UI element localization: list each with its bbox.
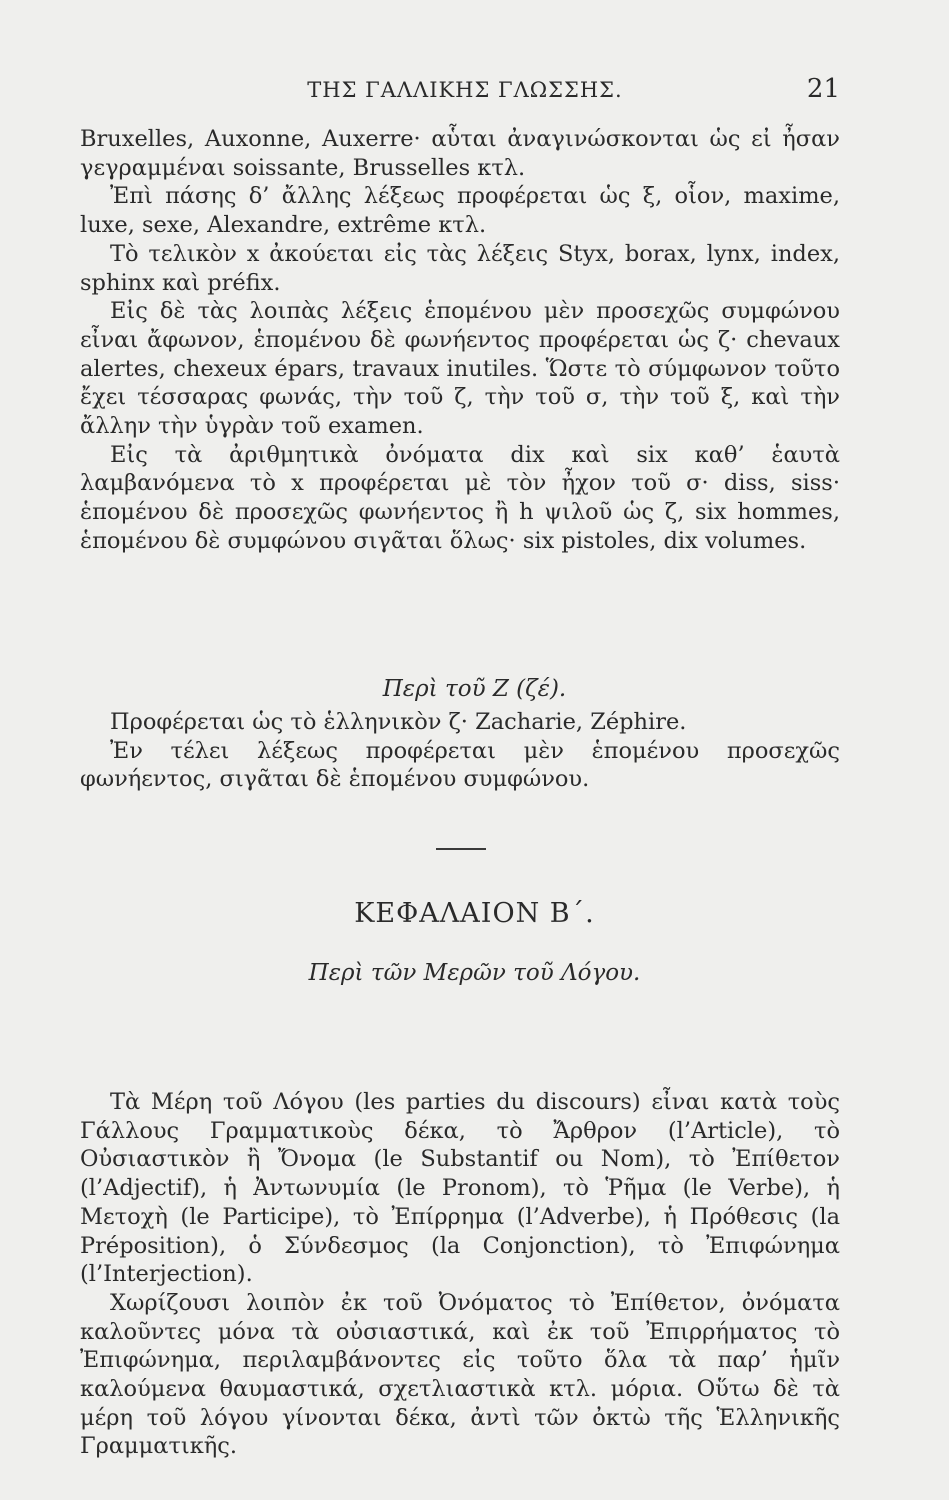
section-x-text	[80, 125, 840, 556]
paragraph: Bruxelles, Auxonne, Auxerre· αὗται ἀναγινώσκονται ὡς εἰ ἦσαν γεγραμμέναι soissante, Brusselles κτλ.	[80, 126, 840, 181]
paragraph: Χωρίζουσι λοιπὸν ἐκ τοῦ Ὀνόματος τὸ Ἐπίθετον, ὀνόματα καλοῦντες μόνα τὰ οὐσιαστικά, καὶ ἐκ τοῦ Ἐπιρρήματος τὸ Ἐπιφώνημα, περιλαμβάνοντες εἰς τοῦτο ὅλα τὰ παρ’ ἡμῖν καλούμενα θαυμαστικά, σχετλιαστικὰ κτλ. μόρια. Οὕτω δὲ τὰ μέρη τοῦ λόγου γίνονται δέκα, ἀντὶ τῶν ὀκτὼ τῆς Ἑλληνικῆς Γραμματικῆς.	[80, 1289, 840, 1460]
paragraph: Προφέρεται ὡς τὸ ἑλληνικὸν ζ· Zacharie, Zéphire.	[110, 709, 687, 735]
running-header	[80, 74, 850, 114]
subheading-z: Περὶ τοῦ Ζ (ζέ).	[382, 676, 567, 702]
chapter-text	[80, 1088, 840, 1461]
chapter-subtitle: Περὶ τῶν Μερῶν τοῦ Λόγου.	[308, 960, 641, 986]
header-title: ΤΗΣ ΓΑΛΛΙΚΗΣ ΓΛΩΣΣΗΣ.	[307, 78, 623, 102]
section-z-text	[80, 708, 840, 794]
chapter-title: ΚΕΦΑΛΑΙΟΝ Β΄.	[354, 898, 595, 929]
paragraph: Τὸ τελικὸν x ἀκούεται εἰς τὰς λέξεις Styx, borax, lynx, index, sphinx καὶ préfix.	[80, 240, 840, 296]
page-number: 21	[806, 74, 840, 104]
paragraph: Εἰς δὲ τὰς λοιπὰς λέξεις ἑπομένου μὲν προσεχῶς συμφώνου εἶναι ἄφωνον, ἑπομένου δὲ φωνήεντος προφέρεται ὡς ζ· chevaux alertes, chexeux épars, travaux inutiles. Ὥστε τὸ σύμφωνον τοῦτο ἔχει τέσσαρας φωνάς, τὴν τοῦ ζ, τὴν τοῦ σ, τὴν τοῦ ξ, καὶ τὴν ἄλλην τὴν ὑγρὰν τοῦ examen.	[80, 298, 840, 440]
paragraph: Εἰς τὰ ἀριθμητικὰ ὀνόματα dix καὶ six καθ’ ἑαυτὰ λαμβανόμενα τὸ x προφέρεται μὲ τὸν ἦχον τοῦ σ· diss, siss· ἑπομένου δὲ προσεχῶς φωνήεντος ἢ h ψιλοῦ ὡς ζ, six hommes, ἑπομένου δὲ συμφώνου σιγᾶται ὅλως· six pistoles, dix volumes.	[80, 441, 840, 554]
paragraph: Τὰ Μέρη τοῦ Λόγου (les parties du discours) εἶναι κατὰ τοὺς Γάλλους Γραμματικοὺς δέκα, τὸ Ἄρθρον (l’Article), τὸ Οὐσιαστικὸν ἢ Ὄνομα (le Substantif ou Nom), τὸ Ἐπίθετον (l’Adjectif), ἡ Ἀντωνυμία (le Pronom), τὸ Ῥῆμα (le Verbe), ἡ Μετοχὴ (le Participe), τὸ Ἐπίρρημα (l’Adverbe), ἡ Πρόθεσις (la Préposition), ὁ Σύνδεσμος (la Conjonction), τὸ Ἐπιφώνημα (l’Interjection).	[80, 1089, 840, 1288]
section-divider	[436, 848, 486, 850]
paragraph: Ἐν τέλει λέξεως προφέρεται μὲν ἑπομένου προσεχῶς φωνήεντος, σιγᾶται δὲ ἑπομένου συμφώνου.	[80, 737, 840, 793]
paragraph: Ἐπὶ πάσης δ’ ἄλλης λέξεως προφέρεται ὡς ξ, οἷον, maxime, luxe, sexe, Alexandre, extrême κτλ.	[80, 183, 840, 239]
